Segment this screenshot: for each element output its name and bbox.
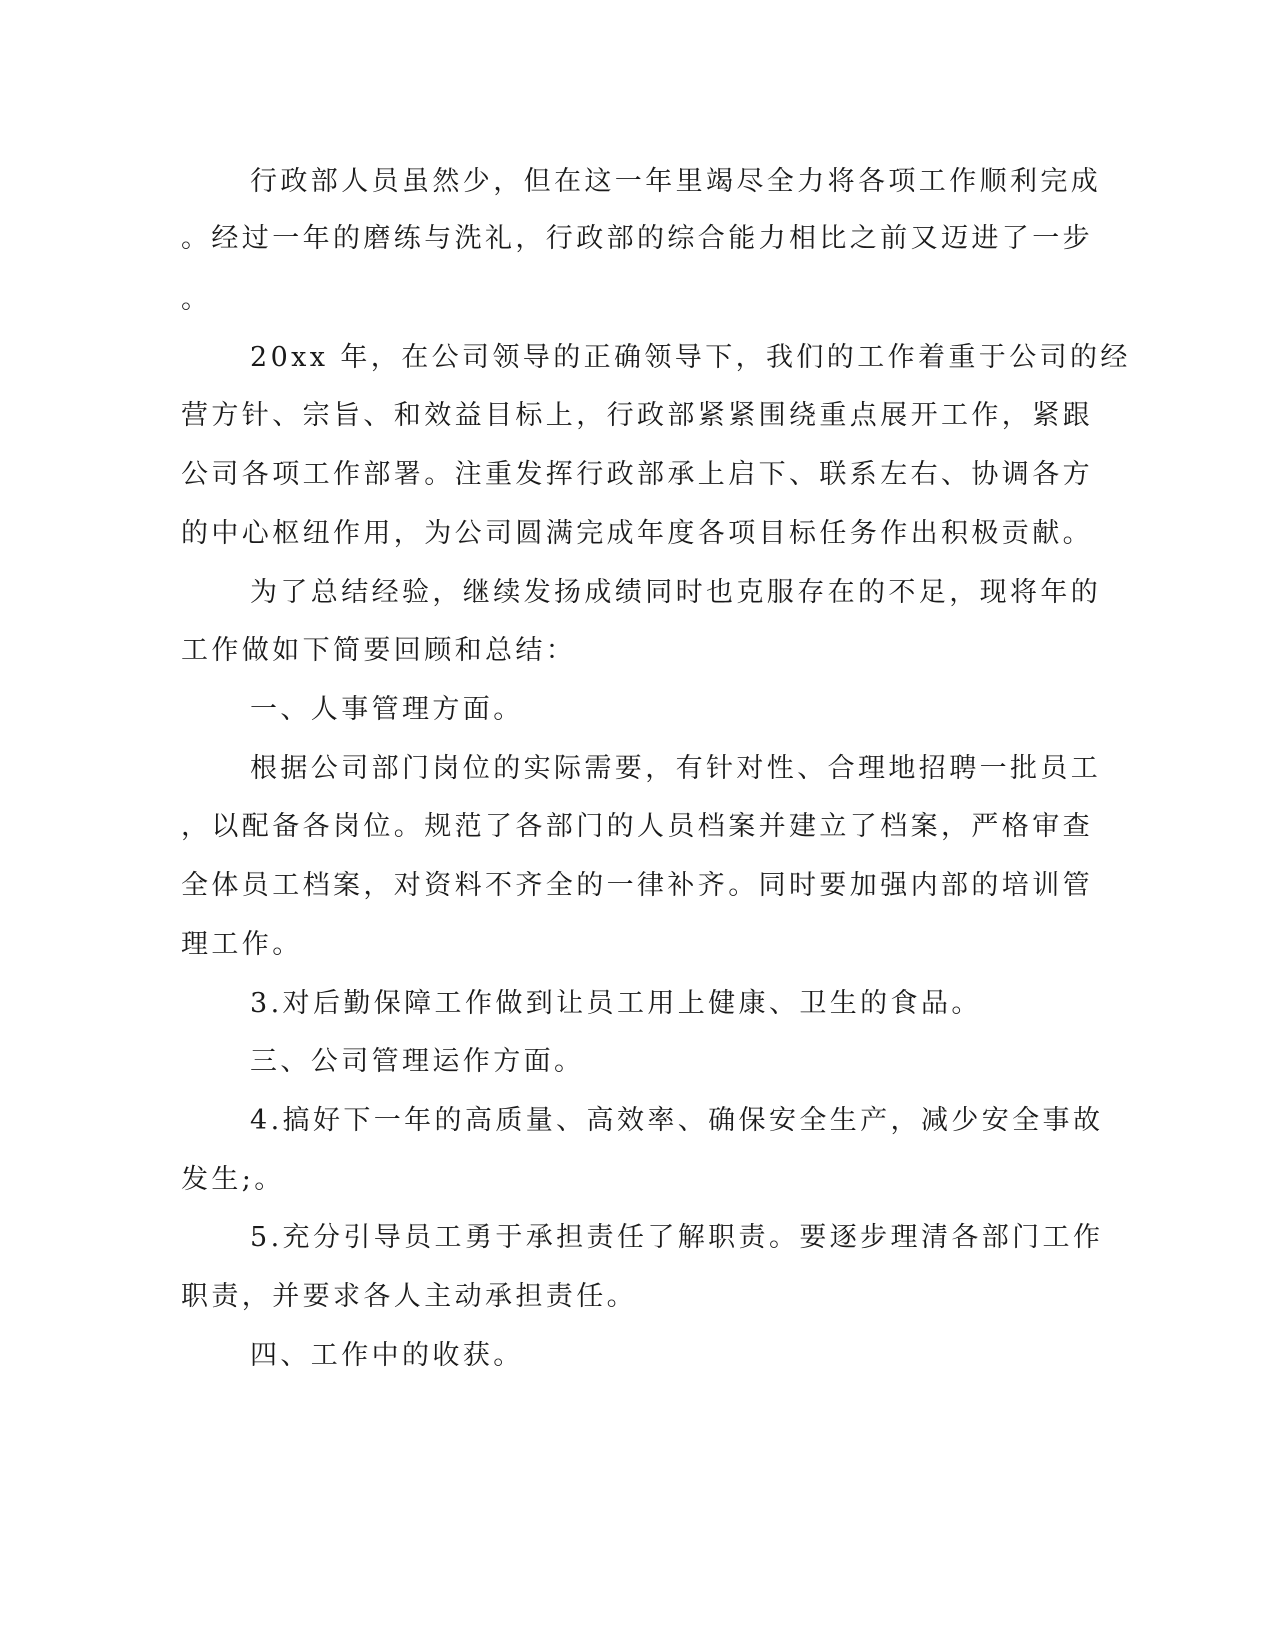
para2-line4: 的中心枢纽作用，为公司圆满完成年度各项目标任务作出积极贡献。 xyxy=(181,518,1093,549)
para1-line3: 。 xyxy=(181,284,212,315)
item5-line1: 5.充分引导员工勇于承担责任了解职责。要逐步理清各部门工作 xyxy=(250,1222,1104,1253)
para1-line2: 。经过一年的磨练与洗礼，行政部的综合能力相比之前又迈进了一步 xyxy=(181,223,1093,254)
para4-line3: 全体员工档案，对资料不齐全的一律补齐。同时要加强内部的培训管 xyxy=(181,870,1093,901)
para2-line1: 20xx 年，在公司领导的正确领导下，我们的工作着重于公司的经 xyxy=(250,342,1131,373)
item5-line2: 职责，并要求各人主动承担责任。 xyxy=(181,1281,637,1312)
item3-line1: 3.对后勤保障工作做到让员工用上健康、卫生的食品。 xyxy=(250,988,982,1019)
section-heading-hr: 一、人事管理方面。 xyxy=(250,694,524,725)
item4-line1: 4.搞好下一年的高质量、高效率、确保安全生产，减少安全事故 xyxy=(250,1105,1104,1136)
section-heading-gains: 四、工作中的收获。 xyxy=(250,1340,524,1371)
para2-line2: 营方针、宗旨、和效益目标上，行政部紧紧围绕重点展开工作，紧跟 xyxy=(181,400,1093,431)
section-heading-management: 三、公司管理运作方面。 xyxy=(250,1046,585,1077)
para3-line2: 工作做如下简要回顾和总结： xyxy=(181,635,577,666)
para1-line1: 行政部人员虽然少，但在这一年里竭尽全力将各项工作顺利完成 xyxy=(250,166,1102,197)
para2-line3: 公司各项工作部署。注重发挥行政部承上启下、联系左右、协调各方 xyxy=(181,459,1093,490)
para4-line2: ，以配备各岗位。规范了各部门的人员档案并建立了档案，严格审查 xyxy=(181,811,1093,842)
para4-line4: 理工作。 xyxy=(181,929,303,960)
para4-line1: 根据公司部门岗位的实际需要，有针对性、合理地招聘一批员工 xyxy=(250,753,1102,784)
item4-line2: 发生;。 xyxy=(181,1164,285,1195)
para3-line1: 为了总结经验，继续发扬成绩同时也克服存在的不足，现将年的 xyxy=(250,577,1102,608)
